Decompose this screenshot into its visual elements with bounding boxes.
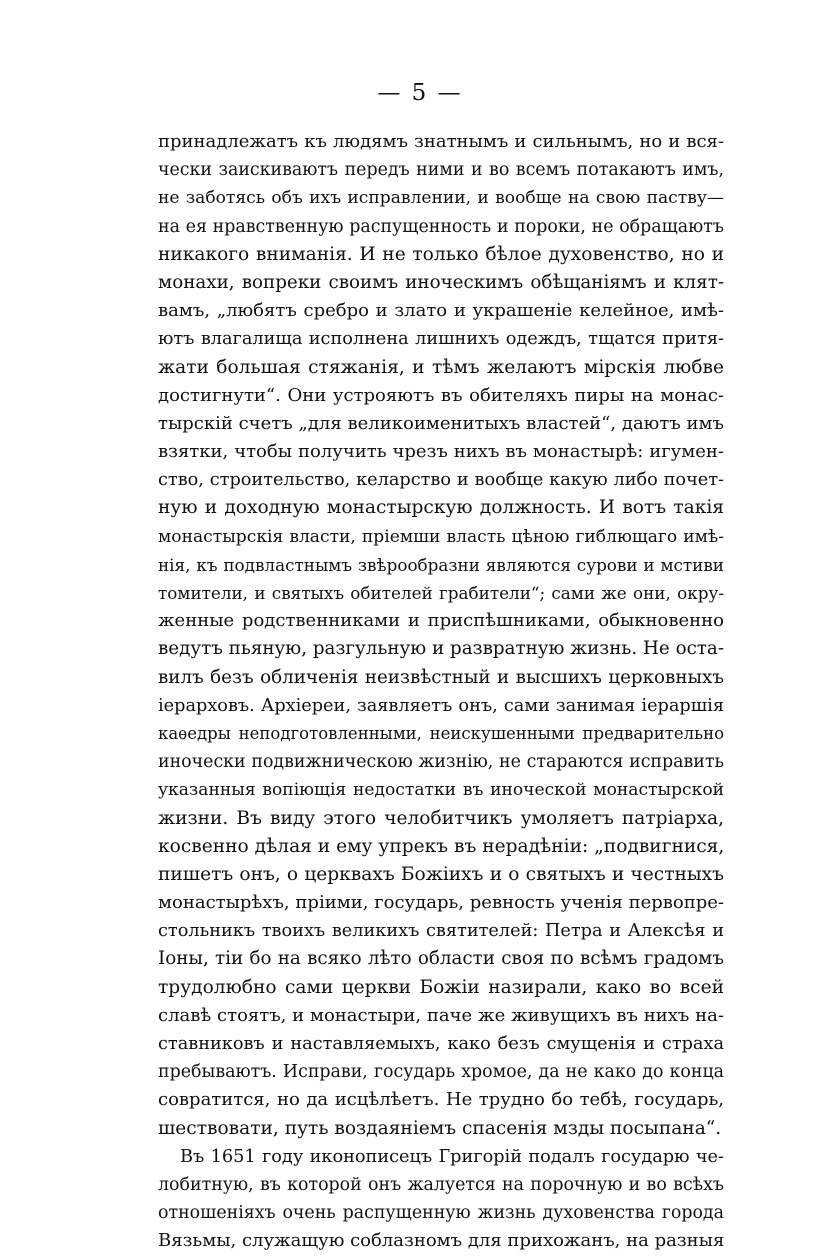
text-line: Вязьмы, служащую соблазномъ для прихожанъ, на разныя bbox=[158, 1230, 724, 1252]
text-line: на ея нравственную распущенность и пороки, не обращаютъ bbox=[158, 216, 724, 237]
text-line: ютъ влагалища исполнена лишнихъ одеждъ, тщатся притя- bbox=[158, 329, 724, 350]
text-line: лобитную, въ которой онъ жалуется на порочную и во всѣхъ bbox=[158, 1174, 724, 1195]
text-line: монастырѣхъ, пріими, государь, ревность ученія первопре- bbox=[158, 892, 724, 914]
text-line: пишетъ онъ, о церквахъ Божіихъ и о святыхъ и честныхъ bbox=[158, 863, 724, 885]
text-line: ведутъ пьяную, разгульную и развратную жизнь. Не оста- bbox=[158, 638, 724, 660]
text-line: принадлежатъ къ людямъ знатнымъ и сильнымъ, но и вся- bbox=[158, 131, 724, 152]
text-line: каѳедры неподготовленными, неискушенными предварительно bbox=[158, 723, 724, 743]
text-line: чески заискиваютъ передъ ними и во всемъ потакаютъ имъ, bbox=[158, 160, 724, 181]
text-line: указанныя вопіющія недостатки въ иноческой монастырской bbox=[158, 780, 724, 801]
text-line: никакого вниманія. И не только бѣлое духовенство, но и bbox=[158, 243, 724, 265]
text-line: ставниковъ и наставляемыхъ, како безъ смущенія и страха bbox=[158, 1034, 724, 1054]
body-text bbox=[158, 128, 724, 1256]
text-line: томители, и святыхъ обителей грабители“; сами же они, окру- bbox=[158, 583, 724, 603]
text-line: монахи, вопреки своимъ иноческимъ обѣщаніямъ и клят- bbox=[158, 271, 724, 293]
text-line: ную и доходную монастырскую должность. И вотъ такія bbox=[158, 497, 724, 519]
text-line: ство, строительство, келарство и вообще какую либо почет- bbox=[158, 470, 724, 491]
text-line: вамъ, „любятъ сребро и злато и украшеніе келейное, имѣ- bbox=[158, 300, 724, 322]
text-line: славѣ стоятъ, и монастыри, паче же живущихъ въ нихъ на- bbox=[158, 1004, 724, 1026]
text-line: не заботясь объ ихъ исправлении, и вообще на свою паству— bbox=[158, 188, 724, 209]
text-line: взятки, чтобы получить чрезъ нихъ въ монастырѣ: игумен- bbox=[158, 441, 724, 463]
text-line: монастырскія власти, пріемши власть цѣною гиблющаго имѣ- bbox=[158, 526, 724, 547]
text-line: вилъ безъ обличенія неизвѣстный и высшихъ церковныхъ bbox=[158, 666, 724, 688]
text-line: трудолюбно сами церкви Божіи назирали, како во всей bbox=[158, 976, 724, 998]
text-line: косвенно дѣлая и ему упрекъ въ нерадѣніи: „подвигнися, bbox=[158, 835, 724, 857]
page-number-header: — 5 — bbox=[377, 80, 463, 106]
text-line: іерарховъ. Архіереи, заявляетъ онъ, сами занимая іераршія bbox=[158, 695, 724, 716]
text-line: отношеніяхъ очень распущенную жизнь духовенства города bbox=[158, 1203, 724, 1224]
text-line: совратится, но да исцѣлѣетъ. Не трудно бо тебѣ, государь, bbox=[158, 1089, 724, 1111]
text-line: жати большая стяжанія, и тѣмъ желаютъ мірскія любве bbox=[158, 356, 724, 378]
text-line: достигнути“. Они устрояютъ въ обителяхъ пиры на монас- bbox=[158, 384, 724, 406]
text-line: Іоны, тіи бо на всяко лѣто области своя по всѣмъ градомъ bbox=[158, 948, 724, 970]
text-line: женные родственниками и приспѣшниками, обыкновенно bbox=[158, 610, 724, 632]
text-line: пребываютъ. Исправи, государь хромое, да не како до конца bbox=[158, 1062, 724, 1083]
text-line: Въ 1651 году иконописецъ Григорій подалъ государю че- bbox=[180, 1146, 724, 1167]
text-line: иночески подвижническою жизнію, не стараются исправить bbox=[158, 752, 724, 773]
text-line: стольникъ твоихъ великихъ святителей: Петра и Алексѣя и bbox=[158, 921, 724, 942]
text-line: тырскій счетъ „для великоименитыхъ властей“, даютъ имъ bbox=[158, 412, 724, 434]
text-line: жизни. Въ виду этого челобитчикъ умоляетъ патріарха, bbox=[158, 807, 724, 829]
text-line: нія, къ подвластнымъ звѣрообразни являются сурови и мстиви bbox=[158, 554, 724, 575]
text-line: шествовати, путь воздаяніемъ спасенія мзды посыпана“. bbox=[158, 1117, 722, 1139]
